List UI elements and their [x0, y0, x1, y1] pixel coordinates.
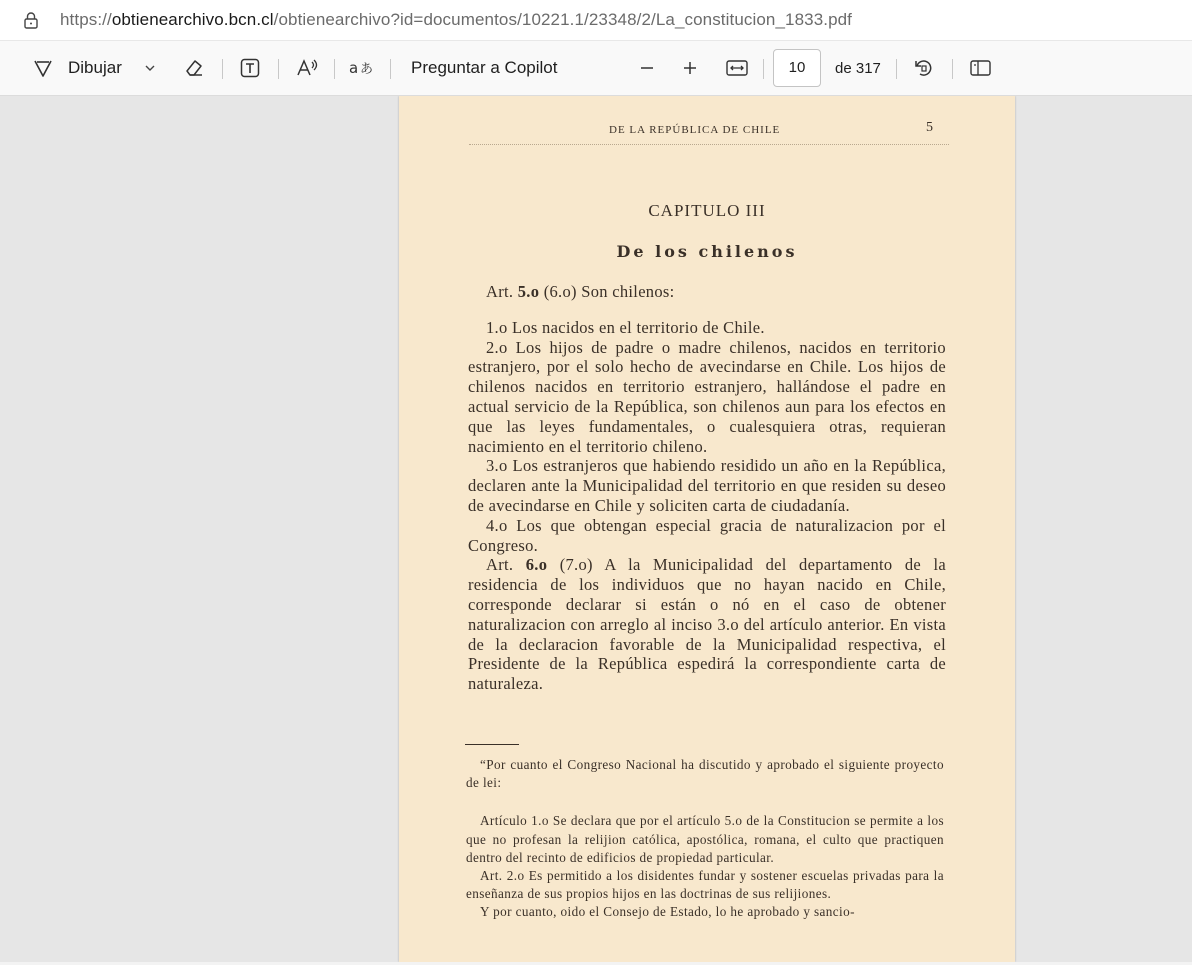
two-page-view-icon — [969, 58, 993, 78]
fit-width-button[interactable] — [725, 41, 749, 95]
draw-pen-icon — [32, 57, 54, 79]
eraser-icon — [183, 57, 205, 79]
footnote-paragraph: “Por cuanto el Congreso Nacional ha discutido y aprobado el siguiente proyecto de lei: — [466, 757, 944, 791]
footnote-paragraph: Y por cuanto, oido el Consejo de Estado, lo he aprobado y sancio- — [480, 904, 855, 920]
url-prefix: https:// — [60, 10, 112, 29]
draw-options-dropdown[interactable] — [143, 41, 157, 95]
copilot-label: Preguntar a Copilot — [411, 58, 558, 77]
translate-button[interactable] — [349, 41, 375, 95]
zoom-in-button[interactable] — [681, 41, 699, 95]
draw-label: Dibujar — [68, 58, 122, 77]
chevron-down-icon — [143, 61, 157, 75]
article-6-number: 6.o — [525, 555, 548, 575]
url-field[interactable] — [60, 10, 852, 30]
item-4: 4.o Los que obtengan especial gracia de naturalizacion por el Congreso. — [468, 515, 946, 555]
pdf-page — [399, 96, 1015, 962]
article-6 — [468, 555, 946, 694]
fit-width-icon — [725, 58, 749, 78]
toolbar-divider — [952, 59, 953, 79]
read-aloud-icon — [296, 57, 320, 79]
plus-icon — [681, 59, 699, 77]
footnote-paragraph: Artículo 1.o Se declara que por el artículo 5.o de la Constitucion se permite a los que no profesan la relijion católica, apostólica, romana, el culto que practiquen dentro del recinto de edificios de propiedad particular. — [466, 813, 944, 865]
footnotes — [466, 756, 944, 922]
draw-button[interactable] — [32, 41, 122, 95]
toolbar-divider — [896, 59, 897, 79]
running-head: DE LA REPÚBLICA DE CHILE — [609, 124, 781, 136]
minus-icon — [638, 59, 656, 77]
rotate-icon — [913, 57, 935, 79]
article-5-rest: (6.o) Son chilenos: — [539, 282, 675, 301]
article-6-prefix: Art. — [486, 555, 526, 575]
address-bar — [0, 0, 1192, 41]
article-5-prefix: Art. — [486, 282, 518, 301]
page-total: de 317 — [835, 59, 881, 77]
svg-text:あ: あ — [360, 62, 374, 77]
page-view-button[interactable] — [969, 41, 993, 95]
add-text-button[interactable] — [239, 41, 261, 95]
toolbar-divider — [222, 59, 223, 79]
header-rule — [469, 144, 949, 146]
url-path: /obtienearchivo?id=documentos/10221.1/23348/2/La_constitucion_1833.pdf — [273, 10, 852, 29]
article-5-heading — [486, 282, 946, 302]
rotate-button[interactable] — [913, 41, 935, 95]
ask-copilot-button[interactable] — [411, 41, 557, 95]
chapter-title: CAPITULO III — [648, 201, 766, 220]
toolbar-divider — [390, 59, 391, 79]
page-number: 5 — [926, 120, 933, 135]
section-title: De los chilenos — [616, 242, 798, 261]
body-text — [468, 282, 946, 694]
erase-button[interactable] — [183, 41, 205, 95]
page-number-input[interactable]: 10 — [773, 49, 821, 87]
pdf-toolbar — [0, 41, 1192, 96]
read-aloud-button[interactable] — [296, 41, 320, 95]
zoom-out-button[interactable] — [638, 41, 656, 95]
toolbar-divider — [763, 59, 764, 79]
item-3: 3.o Los estranjeros que habiendo residido un año en la República, declaren ante la Municipalidad del territorio en que residen su deseo de avecindarse en Chile y soliciten carta de ciudadanía. — [468, 456, 946, 515]
item-2: 2.o Los hijos de padre o madre chilenos, nacidos en territorio estranjero, por el solo hecho de avecindarse en Chile. Los hijos de chilenos nacidos en territorio estranjero, hallándose el padre en actual servicio de la República, son chilenos aun para los efectos en que las leyes fundamentales, o cualesquiera otras, requieran nacimiento en el territorio chileno. — [468, 337, 946, 456]
pdf-viewer[interactable] — [0, 96, 1192, 962]
translate-icon — [349, 57, 375, 79]
article-6-text: (7.o) A la Municipalidad del departamento de la residencia de los individuos que no hayan nacido en Chile, corresponde declarar si están o nó en el caso de obtener naturalizacion con arreglo al inciso 3.o del artículo anterior. En vista de la declaracion favorable de la Municipalidad respectiva, el Presidente de la República espedirá la correspondiente carta de naturaleza. — [468, 555, 946, 694]
svg-text:a: a — [349, 59, 359, 77]
article-5-number: 5.o — [517, 282, 540, 301]
toolbar-divider — [334, 59, 335, 79]
item-1: 1.o Los nacidos en el territorio de Chile. — [486, 317, 765, 337]
url-domain: obtienearchivo.bcn.cl — [111, 10, 274, 29]
footnote-paragraph: Art. 2.o Es permitido a los disidentes fundar y sostener escuelas privadas para la enseñanza de sus propios hijos en las doctrinas de sus relijiones. — [466, 868, 944, 902]
lock-icon[interactable] — [16, 11, 46, 29]
toolbar-divider — [278, 59, 279, 79]
footnote-rule — [465, 744, 519, 745]
text-box-icon — [239, 57, 261, 79]
